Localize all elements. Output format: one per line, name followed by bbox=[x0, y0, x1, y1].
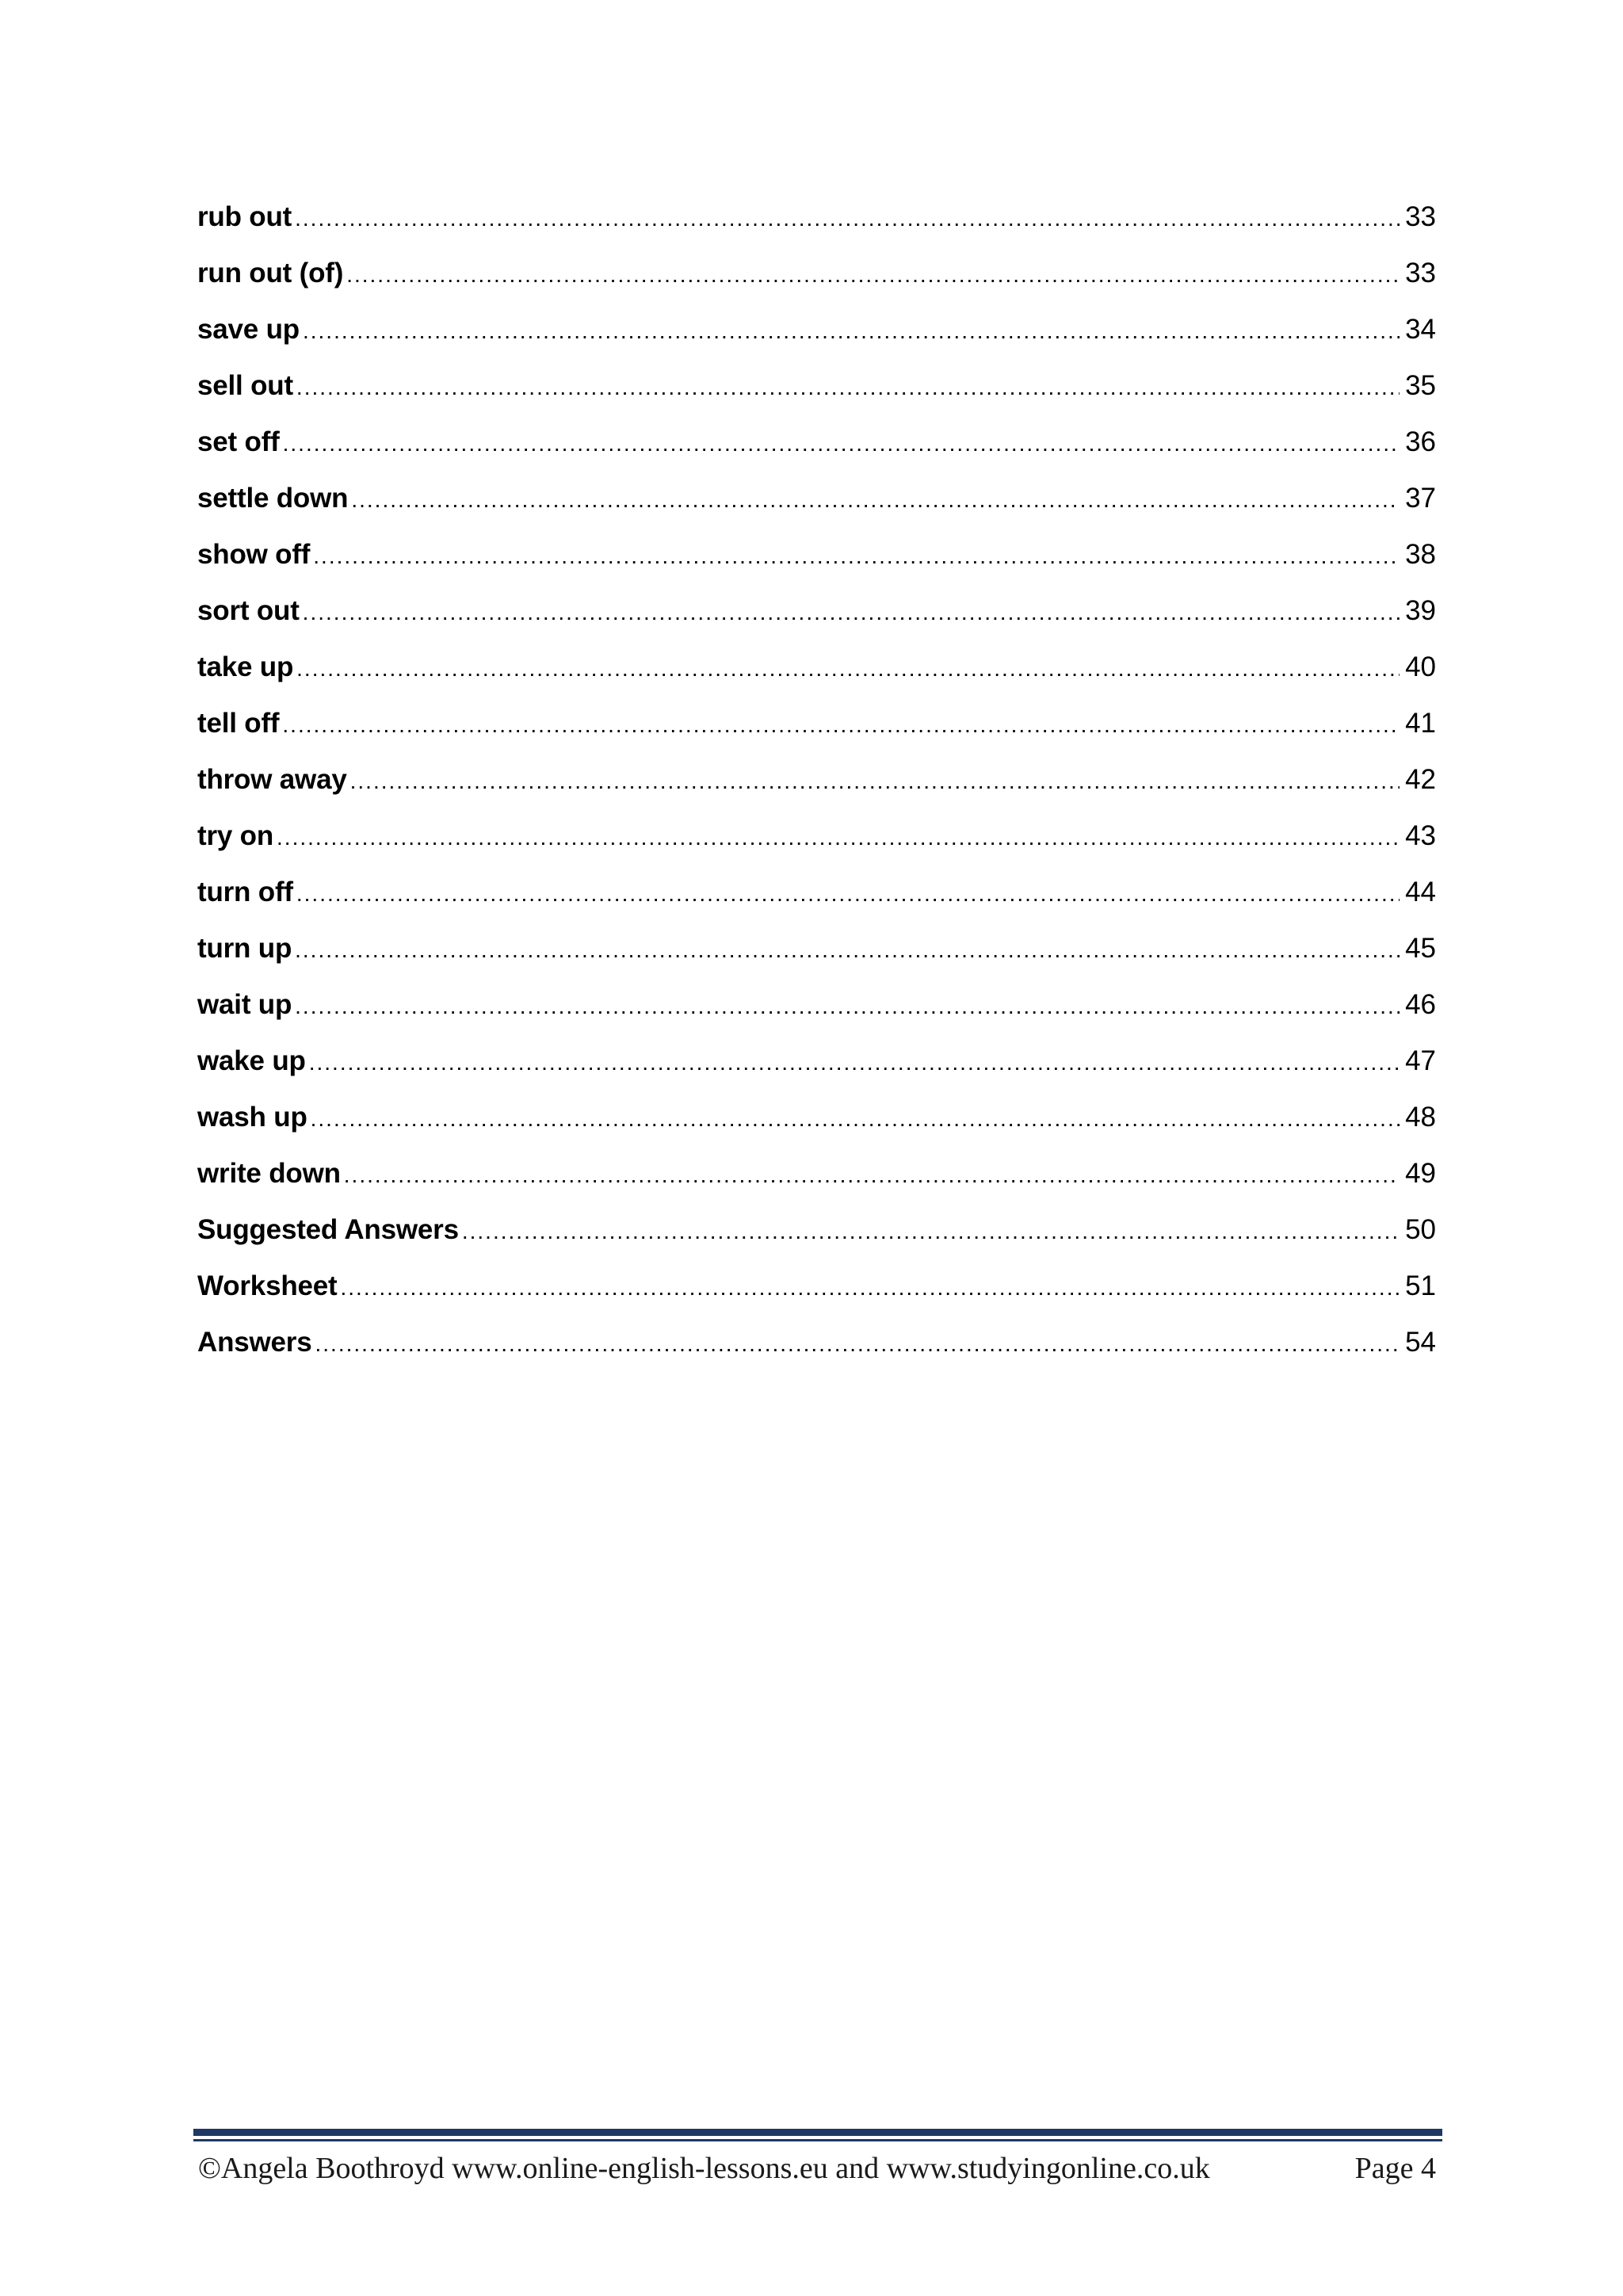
toc-dot-leader bbox=[283, 425, 1400, 463]
toc-dot-leader bbox=[296, 369, 1400, 407]
toc-entry-page: 51 bbox=[1405, 1270, 1436, 1301]
toc-entry-title: write down bbox=[197, 1158, 341, 1189]
toc-dot-leader bbox=[344, 1156, 1400, 1194]
toc-entry-title: wait up bbox=[197, 989, 292, 1020]
toc-dot-leader bbox=[303, 594, 1400, 632]
toc-dot-leader bbox=[295, 931, 1400, 969]
toc-entry-title: run out (of) bbox=[197, 258, 344, 288]
toc-dot-leader bbox=[315, 1325, 1400, 1363]
footer-rule-thin bbox=[193, 2139, 1442, 2141]
toc-entry-page: 40 bbox=[1405, 651, 1436, 682]
toc-entry-page: 44 bbox=[1405, 877, 1436, 907]
toc-entry-page: 43 bbox=[1405, 820, 1436, 851]
toc-entry-page: 38 bbox=[1405, 539, 1436, 570]
table-of-contents bbox=[197, 198, 1436, 1380]
toc-dot-leader bbox=[346, 256, 1400, 294]
toc-dot-leader bbox=[296, 650, 1400, 688]
toc-entry-page: 33 bbox=[1405, 201, 1436, 232]
toc-dot-leader bbox=[295, 988, 1400, 1026]
toc-dot-leader bbox=[295, 200, 1400, 238]
toc-entry-title: save up bbox=[197, 314, 300, 345]
toc-entry[interactable] bbox=[197, 1155, 1436, 1211]
toc-entry-title: rub out bbox=[197, 201, 292, 232]
toc-entry-page: 54 bbox=[1405, 1327, 1436, 1358]
toc-entry-page: 33 bbox=[1405, 258, 1436, 288]
toc-entry-page: 36 bbox=[1405, 426, 1436, 457]
toc-entry[interactable] bbox=[197, 311, 1436, 367]
toc-entry-title: Worksheet bbox=[197, 1270, 338, 1301]
toc-dot-leader bbox=[282, 706, 1400, 744]
toc-entry[interactable] bbox=[197, 423, 1436, 479]
footer-rule-thick bbox=[193, 2129, 1442, 2136]
toc-dot-leader bbox=[462, 1213, 1400, 1251]
toc-entry-title: wash up bbox=[197, 1102, 307, 1133]
toc-dot-leader bbox=[309, 1044, 1400, 1082]
toc-entry[interactable] bbox=[197, 986, 1436, 1042]
toc-entry-page: 42 bbox=[1405, 764, 1436, 795]
toc-dot-leader bbox=[313, 537, 1400, 575]
toc-entry-page: 46 bbox=[1405, 989, 1436, 1020]
toc-entry-page: 48 bbox=[1405, 1102, 1436, 1133]
toc-entry-title: show off bbox=[197, 539, 311, 570]
toc-entry-title: settle down bbox=[197, 483, 349, 514]
toc-dot-leader bbox=[351, 481, 1400, 519]
toc-entry[interactable] bbox=[197, 873, 1436, 930]
toc-entry-page: 37 bbox=[1405, 483, 1436, 514]
toc-entry[interactable] bbox=[197, 198, 1436, 254]
toc-entry-page: 39 bbox=[1405, 595, 1436, 626]
toc-entry[interactable] bbox=[197, 1042, 1436, 1098]
toc-entry[interactable] bbox=[197, 592, 1436, 648]
toc-entry-page: 41 bbox=[1405, 708, 1436, 739]
toc-entry-title: take up bbox=[197, 651, 294, 682]
toc-entry-title: turn off bbox=[197, 877, 293, 907]
toc-entry-page: 47 bbox=[1405, 1045, 1436, 1076]
toc-entry[interactable] bbox=[197, 761, 1436, 817]
toc-entry[interactable] bbox=[197, 817, 1436, 873]
toc-dot-leader bbox=[311, 1100, 1400, 1138]
toc-dot-leader bbox=[350, 762, 1400, 800]
toc-entry-title: turn up bbox=[197, 933, 292, 964]
toc-entry[interactable] bbox=[197, 367, 1436, 423]
toc-entry-page: 35 bbox=[1405, 370, 1436, 401]
footer-page-number: Page 4 bbox=[1354, 2152, 1436, 2185]
toc-dot-leader bbox=[296, 875, 1400, 913]
toc-entry[interactable] bbox=[197, 930, 1436, 986]
footer-copyright: ©Angela Boothroyd www.online-english-lessons.eu and www.studyingonline.co.uk bbox=[198, 2152, 1210, 2185]
toc-entry[interactable] bbox=[197, 536, 1436, 592]
toc-entry-title: sort out bbox=[197, 595, 300, 626]
toc-entry-title: Answers bbox=[197, 1327, 312, 1358]
toc-entry-title: try on bbox=[197, 820, 274, 851]
toc-entry-title: wake up bbox=[197, 1045, 306, 1076]
toc-entry-title: tell off bbox=[197, 708, 280, 739]
toc-dot-leader bbox=[341, 1269, 1400, 1307]
toc-entry[interactable] bbox=[197, 1324, 1436, 1380]
toc-entry[interactable] bbox=[197, 1098, 1436, 1155]
toc-entry-title: throw away bbox=[197, 764, 347, 795]
toc-dot-leader bbox=[303, 312, 1400, 350]
toc-entry[interactable] bbox=[197, 1267, 1436, 1324]
toc-entry[interactable] bbox=[197, 479, 1436, 536]
toc-entry[interactable] bbox=[197, 254, 1436, 311]
toc-entry-title: sell out bbox=[197, 370, 293, 401]
toc-entry[interactable] bbox=[197, 705, 1436, 761]
toc-entry-page: 45 bbox=[1405, 933, 1436, 964]
toc-entry-page: 50 bbox=[1405, 1214, 1436, 1245]
toc-dot-leader bbox=[277, 819, 1400, 857]
toc-entry-title: Suggested Answers bbox=[197, 1214, 459, 1245]
toc-entry[interactable] bbox=[197, 1211, 1436, 1267]
toc-entry-page: 49 bbox=[1405, 1158, 1436, 1189]
toc-entry-title: set off bbox=[197, 426, 280, 457]
toc-entry-page: 34 bbox=[1405, 314, 1436, 345]
toc-entry[interactable] bbox=[197, 648, 1436, 705]
page-footer bbox=[198, 2145, 1436, 2192]
